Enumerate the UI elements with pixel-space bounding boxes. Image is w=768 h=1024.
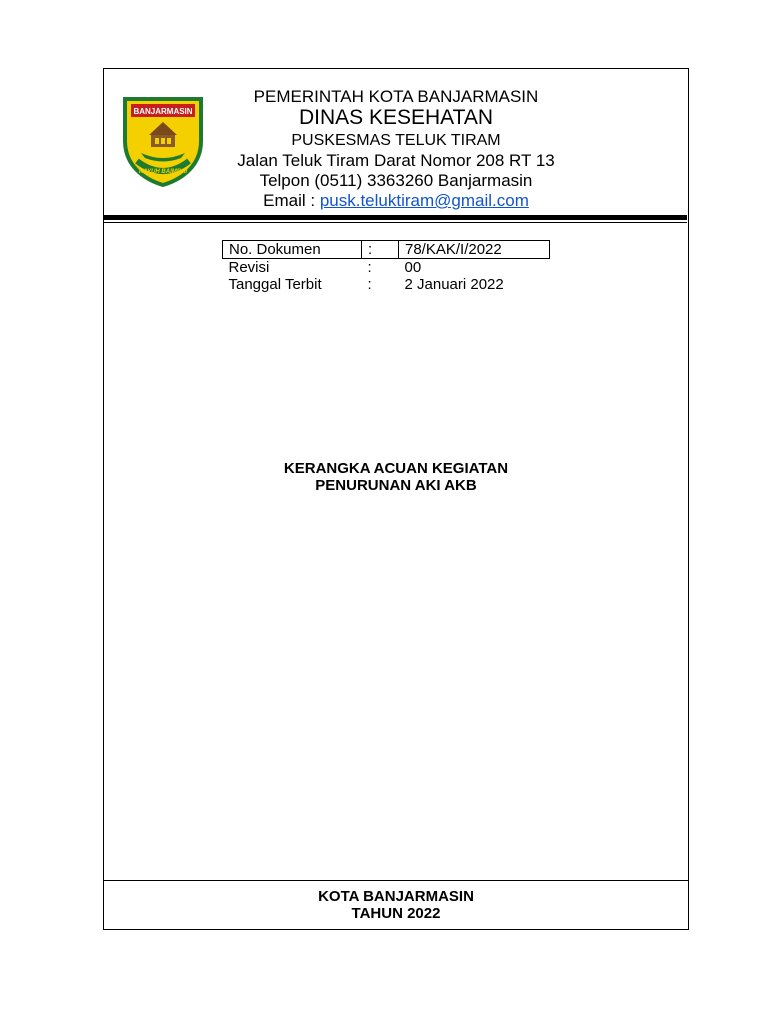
letterhead-divider-thin — [103, 222, 687, 223]
table-row — [223, 259, 550, 277]
email-line — [200, 191, 592, 211]
footer-year: TAHUN 2022 — [351, 905, 441, 922]
letterhead-divider-thick — [103, 215, 687, 220]
doc-info-value: 78/KAK/I/2022 — [399, 241, 550, 259]
logo-bottom-text: KAYUH BAIMBAI — [138, 169, 188, 175]
doc-info-value: 2 Januari 2022 — [404, 276, 504, 293]
email-link[interactable]: pusk.teluktiram@gmail.com — [319, 191, 529, 210]
doc-info-value: 00 — [404, 259, 422, 276]
document-title: KERANGKA ACUAN KEGIATAN — [283, 460, 509, 477]
doc-info-separator: : — [367, 276, 372, 293]
puskesmas-name: PUSKESMAS TELUK TIRAM — [291, 132, 501, 149]
logo-top-text: BANJARMASIN — [133, 107, 193, 116]
footer-divider — [103, 880, 689, 881]
footer-city: KOTA BANJARMASIN — [318, 888, 474, 905]
table-row — [223, 276, 550, 293]
banjarmasin-crest-icon — [121, 95, 205, 187]
email-label: Email : — [263, 191, 320, 210]
phone-line: Telpon (0511) 3363260 Banjarmasin — [259, 171, 533, 190]
table-row — [223, 241, 550, 259]
doc-info-separator: : — [367, 259, 372, 276]
doc-info-label: Tanggal Terbit — [228, 276, 322, 293]
document-info-table — [222, 240, 550, 293]
address-line: Jalan Teluk Tiram Darat Nomor 208 RT 13 — [237, 151, 555, 170]
doc-info-label: Revisi — [228, 259, 270, 276]
doc-info-label: No. Dokumen — [223, 241, 362, 259]
doc-info-separator: : — [362, 241, 399, 259]
agency-name: DINAS KESEHATAN — [298, 106, 494, 129]
government-name: PEMERINTAH KOTA BANJARMASIN — [253, 87, 539, 106]
document-subtitle: PENURUNAN AKI AKB — [315, 477, 477, 494]
